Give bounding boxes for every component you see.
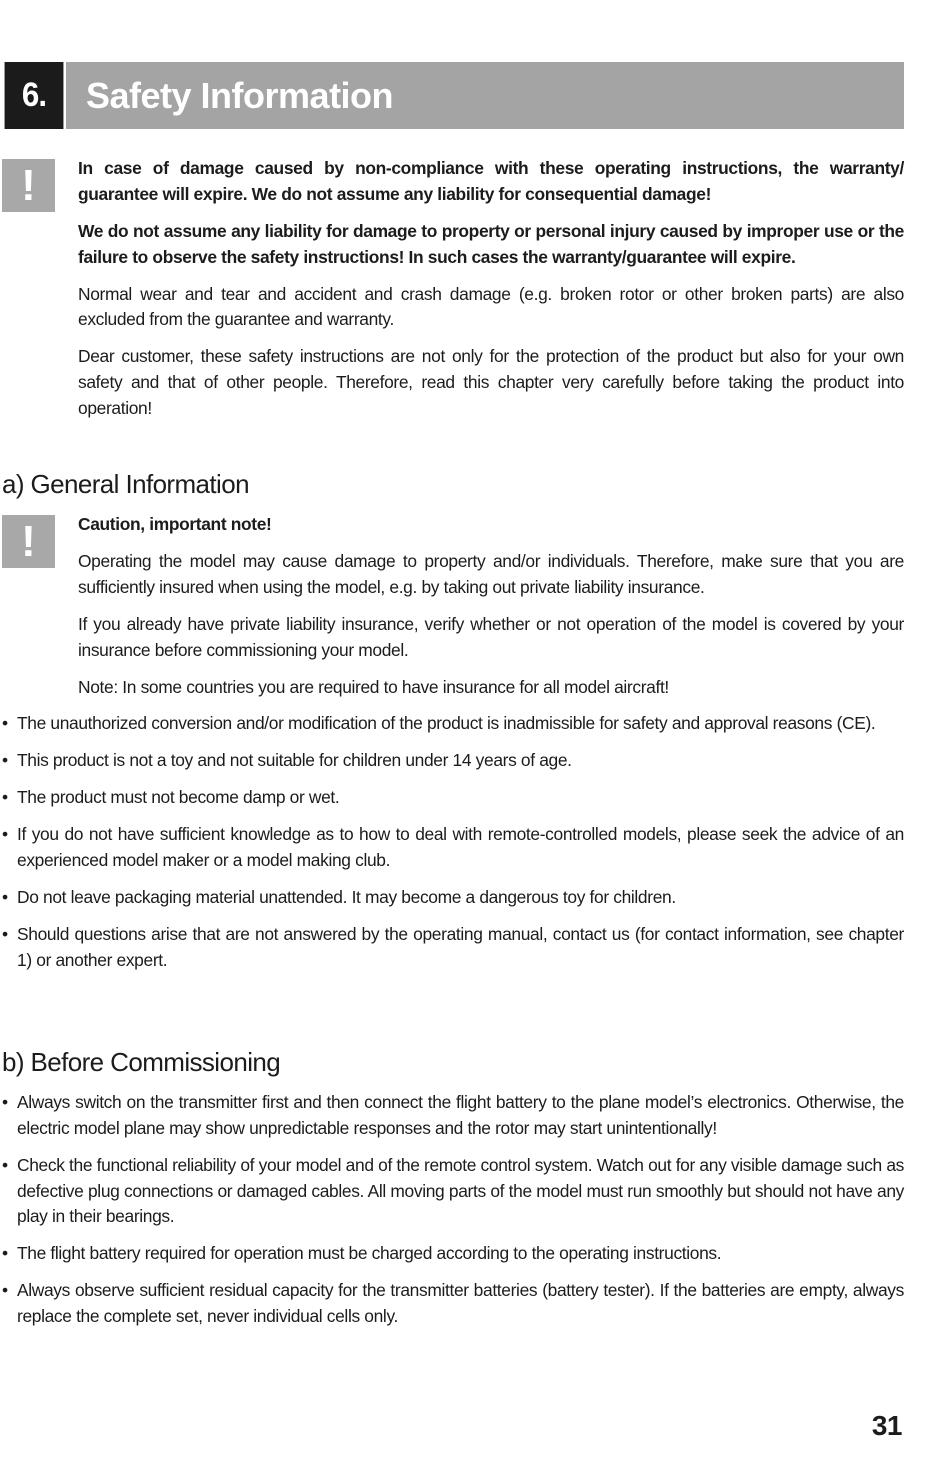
- bullet-icon: •: [2, 749, 8, 770]
- list-item: • Should questions arise that are not answered by the operating manual, contact us (for contact information, see chapter 1) or another expert.: [2, 923, 904, 970]
- list-item: • The unauthorized conversion and/or modification of the product is inadmissible for safety and approval reasons (CE).: [2, 711, 904, 737]
- bullet-icon: •: [2, 823, 8, 844]
- insurance-note: Note: In some countries you are required to have insurance for all model aircraft!: [78, 676, 669, 697]
- customer-notice: Dear customer, these safety instructions are not only for the protection of the product but also for your own safety and that of other people. Therefore, read this chapter very carefully before taking the product into operation!: [78, 346, 904, 418]
- list-item: • The product must not become damp or wet.: [2, 785, 904, 811]
- page-number: 31: [871, 1410, 902, 1441]
- bullet-icon: •: [2, 1092, 8, 1112]
- chapter-number: 6.: [5, 62, 64, 129]
- chapter-header: [2, 62, 904, 129]
- intro-block: [78, 156, 904, 422]
- exclamation-warning-icon: !: [2, 515, 55, 568]
- caution-block: [78, 512, 904, 700]
- exclamation-warning-icon: !: [2, 159, 55, 212]
- bullet-icon: •: [2, 923, 8, 944]
- section-heading-before-commissioning: b) Before Commissioning: [2, 1047, 281, 1077]
- chapter-title: Safety Information: [66, 62, 904, 129]
- bullet-icon: •: [2, 713, 8, 733]
- list-item: • The flight battery required for operation must be charged according to the operating instructions.: [2, 1241, 904, 1267]
- list-item: • Check the functional reliability of your model and of the remote control system. Watch out for any visible damage such as defective plug connections or damaged cables. All moving parts of the model must run smoothly but should not have any play in their bearings.: [2, 1154, 904, 1227]
- general-information-list: [2, 711, 904, 973]
- list-item: • Always observe sufficient residual capacity for the transmitter batteries (battery tester). If the batteries are empty, always replace the complete set, never individual cells only.: [2, 1280, 904, 1327]
- bullet-icon: •: [2, 786, 8, 807]
- list-item: • Always switch on the transmitter first and then connect the flight battery to the plane model’s electronics. Otherwise, the electric model plane may show unpredictable responses and the rotor may start unintentionally!: [2, 1092, 904, 1138]
- section-heading-general-information: a) General Information: [2, 469, 249, 499]
- caution-heading: Caution, important note!: [78, 514, 272, 534]
- bullet-icon: •: [2, 1280, 8, 1301]
- liability-insurance-paragraph: If you already have private liability insurance, verify whether or not operation of the model is covered by your insurance before commissioning your model.: [78, 613, 904, 660]
- bullet-icon: •: [2, 886, 8, 907]
- warranty-notice: In case of damage caused by non-compliance with these operating instructions, the warranty/ guarantee will expire. We do not assume any liability for consequential damage!: [78, 158, 904, 204]
- bullet-icon: •: [2, 1243, 8, 1264]
- list-item: • Do not leave packaging material unattended. It may become a dangerous toy for children.: [2, 885, 904, 911]
- list-item: • This product is not a toy and not suitable for children under 14 years of age.: [2, 748, 904, 774]
- list-item: • If you do not have sufficient knowledge as to how to deal with remote-controlled models, please seek the advice of an experienced model maker or a model making club.: [2, 823, 904, 870]
- before-commissioning-list: [2, 1090, 904, 1330]
- liability-notice: We do not assume any liability for damage to property or personal injury caused by improper use or the failure to observe the safety instructions! In such cases the warranty/guarantee will expire.: [78, 220, 904, 267]
- wear-and-tear-notice: Normal wear and tear and accident and crash damage (e.g. broken rotor or other broken parts) are also excluded from the guarantee and warranty.: [78, 283, 904, 330]
- insurance-paragraph: Operating the model may cause damage to property and/or individuals. Therefore, make sure that you are sufficiently insured when using the model, e.g. by taking out private liability insurance.: [78, 550, 904, 597]
- bullet-icon: •: [2, 1154, 8, 1175]
